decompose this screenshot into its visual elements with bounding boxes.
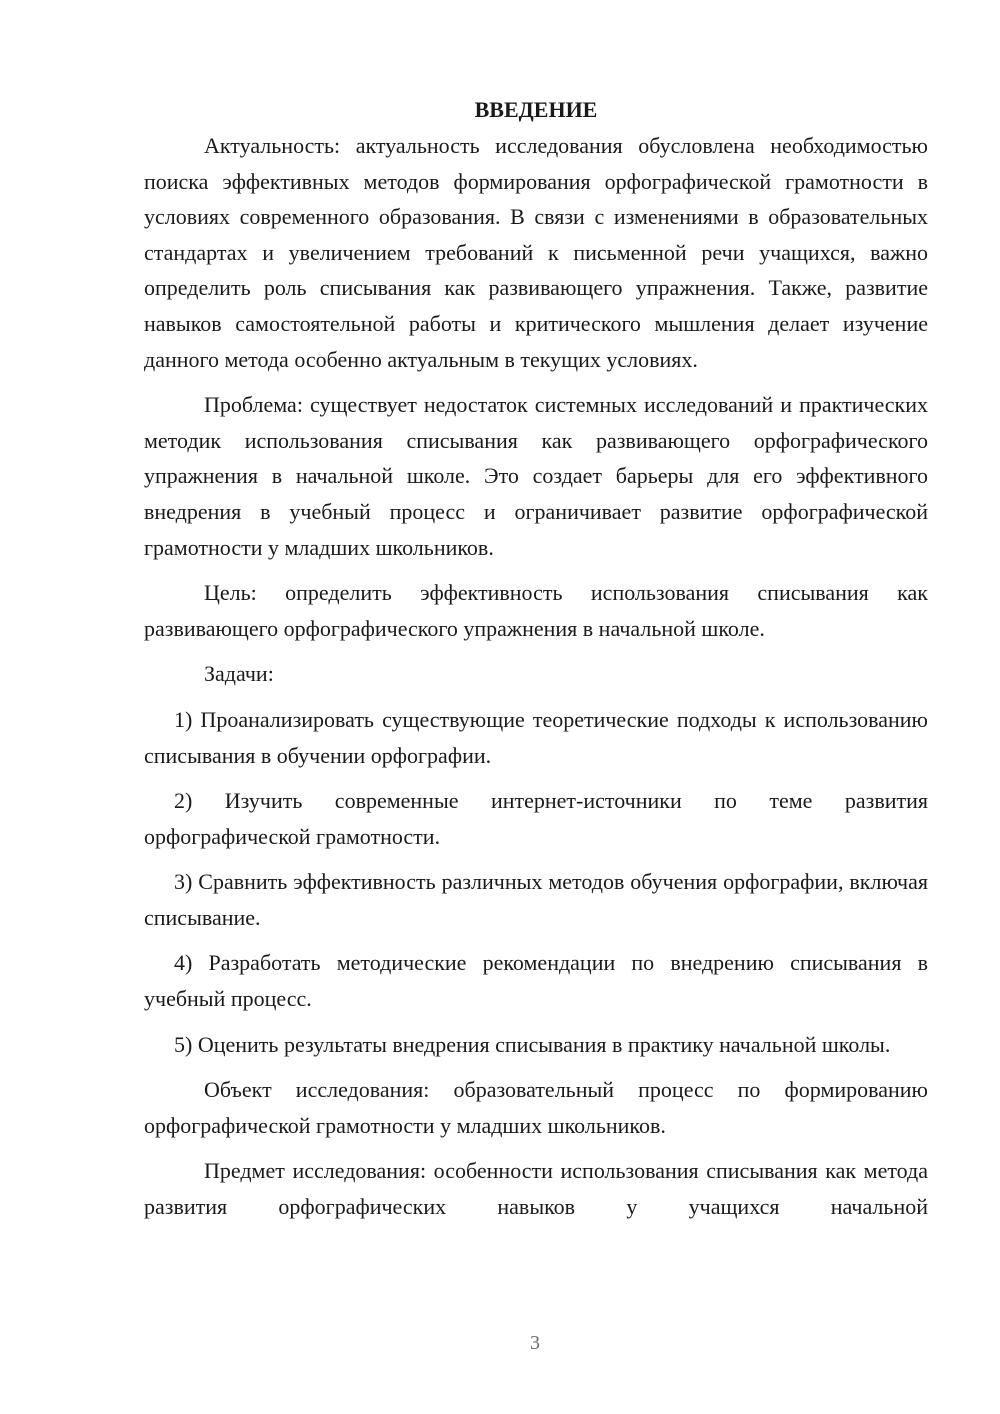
- document-page: [144, 92, 928, 1225]
- paragraph-relevance: Актуальность: актуальность исследования обусловлена необходимостью поиска эффективных методов формирования орфографической грамотности в условиях современного образования. В связи с изменениями в образовательных стандартах и увеличением требований к письменной речи учащихся, важно определить роль списывания как развивающего упражнения. Также, развитие навыков самостоятельной работы и критического мышления делает изучение данного метода особенно актуальным в текущих условиях.: [144, 133, 928, 372]
- paragraph-goal: Цель: определить эффективность использования списывания как развивающего орфографического упражнения в начальной школе.: [144, 580, 928, 641]
- task-item-4: 4) Разработать методические рекомендации по внедрению списывания в учебный процесс.: [144, 950, 928, 1012]
- page-number: 3: [530, 1332, 540, 1354]
- paragraph-subject: Предмет исследования: особенности использования списывания как метода развития орфографических навыков у учащихся начальной: [144, 1158, 928, 1220]
- task-item-5: 5) Оценить результаты внедрения списывания в практику начальной школы.: [174, 1031, 891, 1057]
- paragraph-object: Объект исследования: образовательный процесс по формированию орфографической грамотности у младших школьников.: [144, 1077, 928, 1138]
- paragraph-problem: Проблема: существует недостаток системных исследований и практических методик использования списывания как развивающего орфографического упражнения в начальной школе. Это создает барьеры для его эффективного внедрения в учебный процесс и ограничивает развитие орфографической грамотности у младших школьников.: [144, 392, 928, 560]
- page-title: ВВЕДЕНИЕ: [474, 97, 598, 122]
- paragraph-tasks-label: Задачи:: [204, 661, 274, 687]
- task-item-1: 1) Проанализировать существующие теоретические подходы к использованию списывания в обучении орфографии.: [144, 706, 928, 768]
- task-item-2: 2) Изучить современные интернет-источники по теме развития орфографической грамотности.: [144, 788, 928, 849]
- task-item-3: 3) Сравнить эффективность различных методов обучения орфографии, включая списывание.: [144, 869, 928, 930]
